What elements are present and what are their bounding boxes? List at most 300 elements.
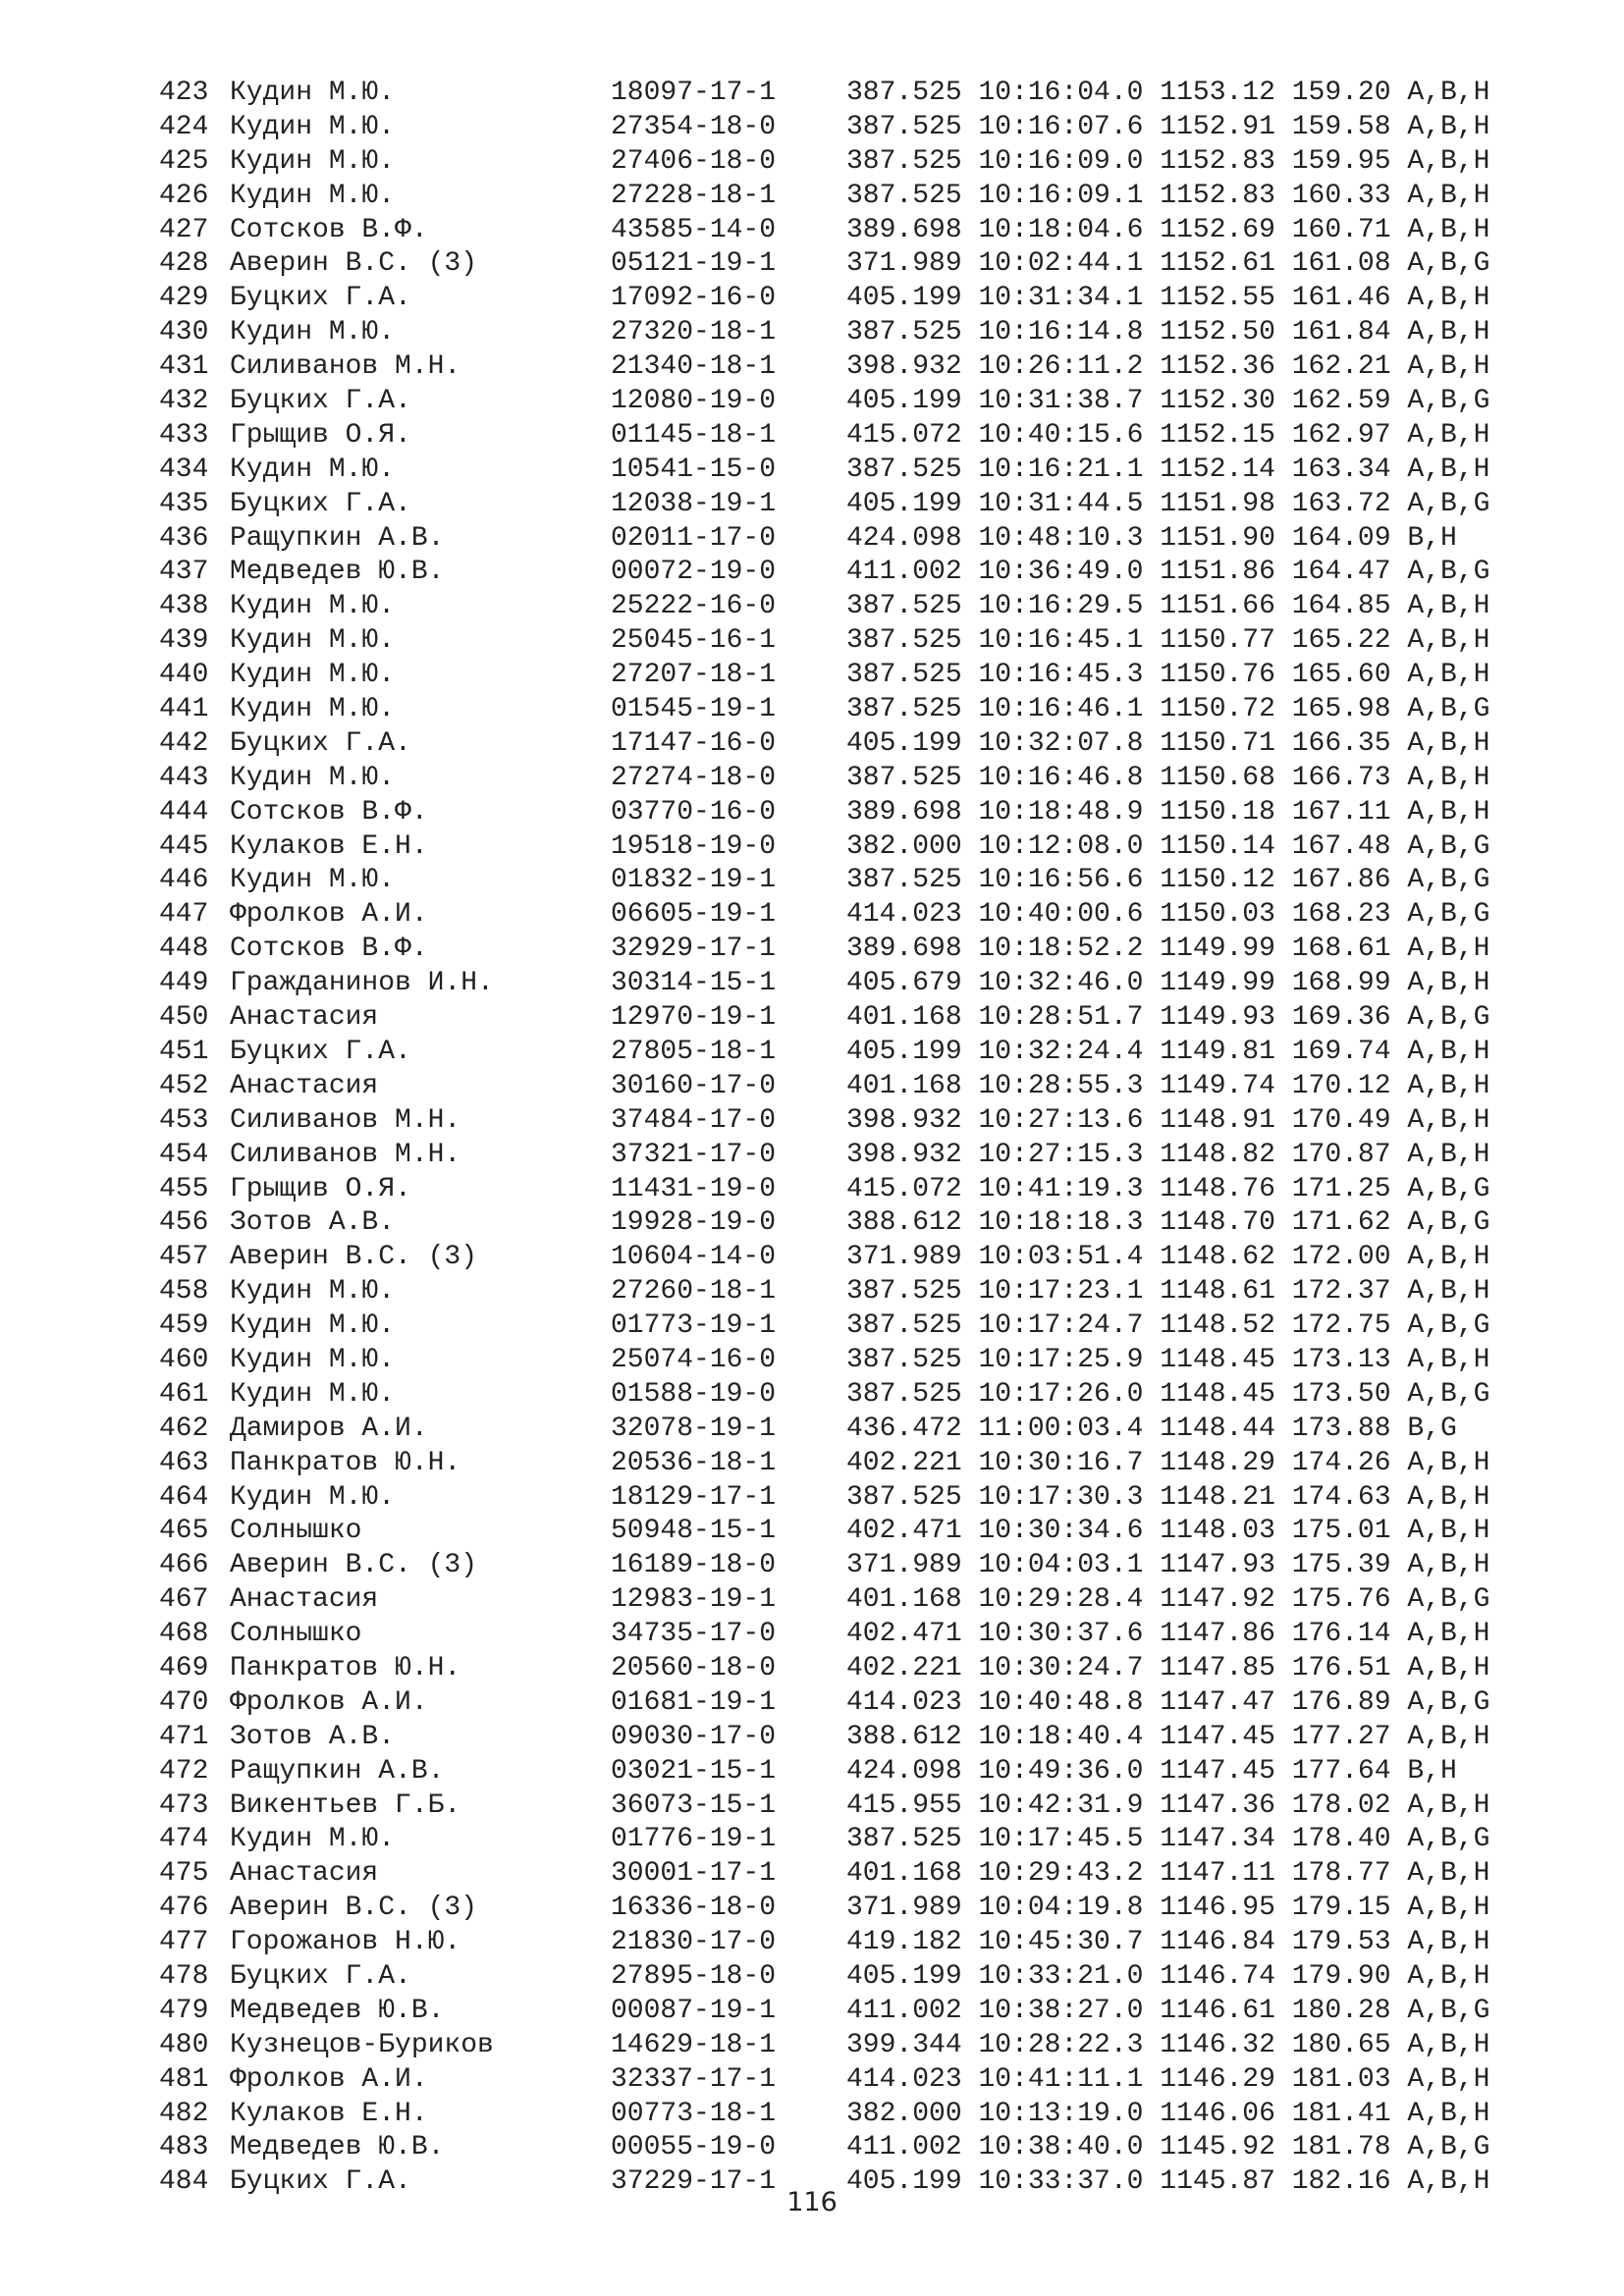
speed: 1150.18 — [1160, 796, 1275, 828]
arrival-time: 11:00:03.4 — [978, 1413, 1144, 1444]
speed: 1146.84 — [1160, 1927, 1275, 1958]
result-values — [846, 1789, 1489, 1824]
distance: 387.525 — [846, 1824, 962, 1855]
table-row — [159, 590, 1489, 624]
groups: A,B,H — [1407, 2063, 1490, 2095]
groups: A,B,G — [1407, 1002, 1490, 1034]
groups: A,B,G — [1407, 1584, 1490, 1616]
ring-id: 10541-15-0 — [611, 454, 777, 485]
speed: 1152.15 — [1160, 419, 1275, 451]
row-number: 469 — [159, 1652, 209, 1683]
ring-id: 25045-16-1 — [611, 625, 777, 657]
participant-name: Кузнецов-Буриков — [230, 2029, 494, 2060]
ring-id: 17147-16-0 — [611, 727, 777, 759]
row-number: 429 — [159, 283, 209, 314]
arrival-time: 10:18:18.3 — [978, 1207, 1144, 1239]
speed: 1151.98 — [1160, 488, 1275, 519]
score: 180.28 — [1291, 1995, 1391, 2026]
groups: A,B,H — [1407, 1481, 1490, 1513]
ring-id: 30160-17-0 — [611, 1070, 777, 1101]
table-row — [159, 933, 1489, 967]
result-values — [846, 590, 1489, 624]
table-row — [159, 1823, 1489, 1857]
groups: A,B,G — [1407, 1995, 1490, 2026]
row-number: 479 — [159, 1995, 209, 2026]
table-row — [159, 1515, 1489, 1549]
arrival-time: 10:31:44.5 — [978, 488, 1144, 519]
distance: 387.525 — [846, 454, 962, 485]
speed: 1150.72 — [1160, 694, 1275, 725]
distance: 387.525 — [846, 145, 962, 177]
ring-id: 00773-18-1 — [611, 2098, 777, 2129]
speed: 1147.34 — [1160, 1824, 1275, 1855]
speed: 1146.29 — [1160, 2063, 1275, 2095]
groups: A,B,H — [1407, 1104, 1490, 1136]
speed: 1148.45 — [1160, 1344, 1275, 1375]
arrival-time: 10:27:13.6 — [978, 1104, 1144, 1136]
table-row — [159, 419, 1489, 454]
arrival-time: 10:33:37.0 — [978, 2166, 1144, 2198]
score: 164.09 — [1291, 522, 1391, 554]
score: 181.41 — [1291, 2098, 1391, 2129]
groups: A,B,H — [1407, 1652, 1490, 1683]
groups: A,B,H — [1407, 78, 1490, 108]
distance: 398.932 — [846, 1139, 962, 1170]
speed: 1149.74 — [1160, 1070, 1275, 1101]
row-number: 435 — [159, 488, 209, 519]
table-row — [159, 1618, 1489, 1652]
arrival-time: 10:28:55.3 — [978, 1070, 1144, 1101]
participant-name: Анастасия — [230, 1858, 379, 1890]
arrival-time: 10:16:56.6 — [978, 865, 1144, 896]
ring-id: 32337-17-1 — [611, 2063, 777, 2095]
score: 167.86 — [1291, 865, 1391, 896]
participant-name: Буцких Г.А. — [230, 386, 411, 417]
score: 175.76 — [1291, 1584, 1391, 1616]
groups: A,B,G — [1407, 2132, 1490, 2163]
ring-id: 01145-18-1 — [611, 419, 777, 451]
ring-id: 16189-18-0 — [611, 1550, 777, 1581]
ring-id: 03021-15-1 — [611, 1755, 777, 1787]
table-row — [159, 1139, 1489, 1173]
speed: 1148.44 — [1160, 1413, 1275, 1444]
groups: B,H — [1407, 522, 1457, 554]
ring-id: 11431-19-0 — [611, 1173, 777, 1204]
score: 175.01 — [1291, 1516, 1391, 1547]
row-number: 472 — [159, 1755, 209, 1787]
ring-id: 30001-17-1 — [611, 1858, 777, 1890]
arrival-time: 10:32:46.0 — [978, 968, 1144, 999]
ring-id: 27354-18-0 — [611, 111, 777, 142]
groups: A,B,H — [1407, 2098, 1490, 2129]
row-number: 481 — [159, 2063, 209, 2095]
speed: 1148.70 — [1160, 1207, 1275, 1239]
table-row — [159, 693, 1489, 727]
score: 176.14 — [1291, 1619, 1391, 1650]
table-row — [159, 1206, 1489, 1241]
table-row — [159, 145, 1489, 180]
distance: 436.472 — [846, 1413, 962, 1444]
speed: 1146.06 — [1160, 2098, 1275, 2129]
speed: 1147.45 — [1160, 1755, 1275, 1787]
arrival-time: 10:32:24.4 — [978, 1036, 1144, 1067]
score: 160.33 — [1291, 180, 1391, 211]
distance: 405.199 — [846, 727, 962, 759]
ring-id: 27805-18-1 — [611, 1036, 777, 1067]
participant-name: Кулаков Е.Н. — [230, 2098, 428, 2129]
arrival-time: 10:16:21.1 — [978, 454, 1144, 485]
score: 162.97 — [1291, 419, 1391, 451]
result-values — [846, 1926, 1489, 1960]
ring-id: 37229-17-1 — [611, 2166, 777, 2198]
speed: 1147.86 — [1160, 1619, 1275, 1650]
row-number: 460 — [159, 1344, 209, 1375]
speed: 1152.55 — [1160, 283, 1275, 314]
arrival-time: 10:17:26.0 — [978, 1378, 1144, 1410]
result-values — [846, 1309, 1489, 1344]
distance: 387.525 — [846, 1276, 962, 1308]
table-row — [159, 454, 1489, 488]
table-row — [159, 830, 1489, 865]
distance: 371.989 — [846, 1893, 962, 1924]
speed: 1145.87 — [1160, 2166, 1275, 2198]
ring-id: 00055-19-0 — [611, 2132, 777, 2163]
groups: A,B,H — [1407, 1960, 1490, 1992]
distance: 387.525 — [846, 1344, 962, 1375]
participant-name: Кудин М.Ю. — [230, 1378, 396, 1410]
result-values — [846, 624, 1489, 659]
result-values — [846, 1344, 1489, 1378]
score: 166.73 — [1291, 762, 1391, 793]
groups: A,B,H — [1407, 625, 1490, 657]
row-number: 444 — [159, 796, 209, 828]
arrival-time: 10:40:00.6 — [978, 899, 1144, 931]
score: 169.74 — [1291, 1036, 1391, 1067]
row-number: 476 — [159, 1893, 209, 1924]
participant-name: Кудин М.Ю. — [230, 660, 396, 691]
arrival-time: 10:31:34.1 — [978, 283, 1144, 314]
arrival-time: 10:17:24.7 — [978, 1310, 1144, 1342]
row-number: 457 — [159, 1242, 209, 1273]
speed: 1150.77 — [1160, 625, 1275, 657]
row-number: 428 — [159, 248, 209, 280]
result-values — [846, 1206, 1489, 1241]
arrival-time: 10:16:07.6 — [978, 111, 1144, 142]
score: 168.23 — [1291, 899, 1391, 931]
arrival-time: 10:04:19.8 — [978, 1893, 1144, 1924]
score: 177.64 — [1291, 1755, 1391, 1787]
distance: 387.525 — [846, 625, 962, 657]
ring-id: 20536-18-1 — [611, 1447, 777, 1478]
result-values — [846, 522, 1457, 557]
distance: 402.471 — [846, 1516, 962, 1547]
row-number: 440 — [159, 660, 209, 691]
participant-name: Кудин М.Ю. — [230, 694, 396, 725]
distance: 411.002 — [846, 557, 962, 588]
distance: 371.989 — [846, 248, 962, 280]
distance: 405.199 — [846, 386, 962, 417]
table-row — [159, 1173, 1489, 1207]
groups: A,B,H — [1407, 660, 1490, 691]
table-row — [159, 2131, 1489, 2165]
result-values — [846, 967, 1489, 1001]
speed: 1150.14 — [1160, 830, 1275, 862]
ring-id: 27207-18-1 — [611, 660, 777, 691]
row-number: 483 — [159, 2132, 209, 2163]
groups: A,B,H — [1407, 145, 1490, 177]
participant-name: Медведев Ю.В. — [230, 557, 445, 588]
arrival-time: 10:04:03.1 — [978, 1550, 1144, 1581]
score: 164.47 — [1291, 557, 1391, 588]
row-number: 437 — [159, 557, 209, 588]
groups: A,B,H — [1407, 762, 1490, 793]
row-number: 480 — [159, 2029, 209, 2060]
result-values — [846, 1618, 1489, 1652]
score: 161.08 — [1291, 248, 1391, 280]
table-row — [159, 1892, 1489, 1926]
result-values — [846, 1413, 1457, 1447]
row-number: 446 — [159, 865, 209, 896]
arrival-time: 10:29:28.4 — [978, 1584, 1144, 1616]
speed: 1152.61 — [1160, 248, 1275, 280]
participant-name: Буцких Г.А. — [230, 1960, 411, 1992]
distance: 387.525 — [846, 111, 962, 142]
distance: 387.525 — [846, 1310, 962, 1342]
result-values — [846, 350, 1489, 385]
ring-id: 00072-19-0 — [611, 557, 777, 588]
participant-name: Кудин М.Ю. — [230, 865, 396, 896]
distance: 414.023 — [846, 899, 962, 931]
arrival-time: 10:13:19.0 — [978, 2098, 1144, 2129]
table-row — [159, 180, 1489, 214]
speed: 1150.68 — [1160, 762, 1275, 793]
distance: 405.199 — [846, 283, 962, 314]
speed: 1148.45 — [1160, 1378, 1275, 1410]
score: 170.12 — [1291, 1070, 1391, 1101]
result-values — [846, 1583, 1489, 1618]
participant-name: Кудин М.Ю. — [230, 762, 396, 793]
row-number: 452 — [159, 1070, 209, 1101]
result-values — [846, 2029, 1489, 2063]
speed: 1151.86 — [1160, 557, 1275, 588]
score: 170.87 — [1291, 1139, 1391, 1170]
table-row — [159, 796, 1489, 830]
result-values — [846, 1378, 1489, 1413]
row-number: 448 — [159, 934, 209, 965]
result-values — [846, 1686, 1489, 1721]
arrival-time: 10:30:24.7 — [978, 1652, 1144, 1683]
row-number: 427 — [159, 214, 209, 245]
score: 167.11 — [1291, 796, 1391, 828]
score: 178.77 — [1291, 1858, 1391, 1890]
row-number: 456 — [159, 1207, 209, 1239]
participant-name: Кудин М.Ю. — [230, 180, 396, 211]
participant-name: Сотсков В.Ф. — [230, 796, 428, 828]
result-values — [846, 2098, 1489, 2132]
table-row — [159, 727, 1489, 762]
arrival-time: 10:41:19.3 — [978, 1173, 1144, 1204]
distance: 387.525 — [846, 762, 962, 793]
groups: A,B,H — [1407, 1927, 1490, 1958]
speed: 1148.29 — [1160, 1447, 1275, 1478]
speed: 1152.30 — [1160, 386, 1275, 417]
arrival-time: 10:29:43.2 — [978, 1858, 1144, 1890]
row-number: 467 — [159, 1584, 209, 1616]
result-values — [846, 454, 1489, 488]
participant-name: Кудин М.Ю. — [230, 317, 396, 348]
speed: 1152.50 — [1160, 317, 1275, 348]
groups: A,B,H — [1407, 1721, 1490, 1752]
result-values — [846, 1857, 1489, 1892]
result-values — [846, 1036, 1489, 1070]
score: 163.34 — [1291, 454, 1391, 485]
distance: 415.955 — [846, 1789, 962, 1821]
ring-id: 09030-17-0 — [611, 1721, 777, 1752]
score: 173.13 — [1291, 1344, 1391, 1375]
score: 172.75 — [1291, 1310, 1391, 1342]
distance: 402.221 — [846, 1652, 962, 1683]
score: 167.48 — [1291, 830, 1391, 862]
groups: A,B,G — [1407, 248, 1490, 280]
score: 165.22 — [1291, 625, 1391, 657]
participant-name: Силиванов М.Н. — [230, 1139, 461, 1170]
groups: A,B,H — [1407, 214, 1490, 245]
score: 182.16 — [1291, 2166, 1391, 2198]
table-row — [159, 247, 1489, 282]
participant-name: Ращупкин А.В. — [230, 522, 445, 554]
arrival-time: 10:03:51.4 — [978, 1242, 1144, 1273]
participant-name: Фролков А.И. — [230, 2063, 428, 2095]
groups: A,B,H — [1407, 727, 1490, 759]
speed: 1148.21 — [1160, 1481, 1275, 1513]
groups: A,B,H — [1407, 796, 1490, 828]
row-number: 458 — [159, 1276, 209, 1308]
table-row — [159, 967, 1489, 1001]
groups: A,B,G — [1407, 694, 1490, 725]
table-row — [159, 1378, 1489, 1413]
ring-id: 16336-18-0 — [611, 1893, 777, 1924]
ring-id: 14629-18-1 — [611, 2029, 777, 2060]
participant-name: Аверин В.С. (3) — [230, 248, 478, 280]
table-row — [159, 2029, 1489, 2063]
distance: 419.182 — [846, 1927, 962, 1958]
ring-id: 19518-19-0 — [611, 830, 777, 862]
ring-id: 03770-16-0 — [611, 796, 777, 828]
groups: B,H — [1407, 1755, 1457, 1787]
groups: A,B,G — [1407, 1310, 1490, 1342]
groups: A,B,G — [1407, 830, 1490, 862]
result-values — [846, 1070, 1489, 1104]
groups: A,B,H — [1407, 180, 1490, 211]
speed: 1146.74 — [1160, 1960, 1275, 1992]
row-number: 470 — [159, 1686, 209, 1718]
score: 169.36 — [1291, 1002, 1391, 1034]
participant-name: Буцких Г.А. — [230, 488, 411, 519]
result-values — [846, 2063, 1489, 2098]
ring-id: 37321-17-0 — [611, 1139, 777, 1170]
score: 160.71 — [1291, 214, 1391, 245]
score: 179.90 — [1291, 1960, 1391, 1992]
table-row — [159, 1275, 1489, 1309]
groups: A,B,H — [1407, 1070, 1490, 1101]
groups: A,B,H — [1407, 591, 1490, 622]
participant-name: Ращупкин А.В. — [230, 1755, 445, 1787]
participant-name: Панкратов Ю.Н. — [230, 1447, 461, 1478]
ring-id: 27228-18-1 — [611, 180, 777, 211]
result-values — [846, 830, 1489, 865]
result-values — [846, 1241, 1489, 1275]
score: 159.95 — [1291, 145, 1391, 177]
distance: 371.989 — [846, 1550, 962, 1581]
result-values — [846, 1447, 1489, 1481]
distance: 387.525 — [846, 591, 962, 622]
participant-name: Гражданинов И.Н. — [230, 968, 494, 999]
participant-name: Кудин М.Ю. — [230, 1310, 396, 1342]
arrival-time: 10:16:29.5 — [978, 591, 1144, 622]
distance: 399.344 — [846, 2029, 962, 2060]
row-number: 484 — [159, 2166, 209, 2198]
row-number: 438 — [159, 591, 209, 622]
ring-id: 37484-17-0 — [611, 1104, 777, 1136]
participant-name: Фролков А.И. — [230, 1686, 428, 1718]
distance: 415.072 — [846, 419, 962, 451]
groups: A,B,G — [1407, 1207, 1490, 1239]
score: 171.25 — [1291, 1173, 1391, 1204]
row-number: 436 — [159, 522, 209, 554]
speed: 1148.76 — [1160, 1173, 1275, 1204]
distance: 424.098 — [846, 522, 962, 554]
ring-id: 01588-19-0 — [611, 1378, 777, 1410]
ring-id: 12983-19-1 — [611, 1584, 777, 1616]
speed: 1147.36 — [1160, 1789, 1275, 1821]
speed: 1145.92 — [1160, 2132, 1275, 2163]
result-values — [846, 762, 1489, 796]
ring-id: 30314-15-1 — [611, 968, 777, 999]
arrival-time: 10:36:49.0 — [978, 557, 1144, 588]
row-number: 465 — [159, 1516, 209, 1547]
speed: 1149.81 — [1160, 1036, 1275, 1067]
participant-name: Кулаков Е.Н. — [230, 830, 428, 862]
result-values — [846, 180, 1489, 214]
distance: 387.525 — [846, 78, 962, 108]
groups: A,B,G — [1407, 386, 1490, 417]
groups: A,B,H — [1407, 1858, 1490, 1890]
arrival-time: 10:27:15.3 — [978, 1139, 1144, 1170]
distance: 388.612 — [846, 1721, 962, 1752]
ring-id: 36073-15-1 — [611, 1789, 777, 1821]
groups: A,B,H — [1407, 1276, 1490, 1308]
distance: 387.525 — [846, 1378, 962, 1410]
ring-id: 17092-16-0 — [611, 283, 777, 314]
arrival-time: 10:18:04.6 — [978, 214, 1144, 245]
ring-id: 06605-19-1 — [611, 899, 777, 931]
result-values — [846, 727, 1489, 762]
participant-name: Панкратов Ю.Н. — [230, 1652, 461, 1683]
ring-id: 19928-19-0 — [611, 1207, 777, 1239]
ring-id: 43585-14-0 — [611, 214, 777, 245]
ring-id: 18129-17-1 — [611, 1481, 777, 1513]
arrival-time: 10:16:09.0 — [978, 145, 1144, 177]
row-number: 461 — [159, 1378, 209, 1410]
speed: 1147.11 — [1160, 1858, 1275, 1890]
participant-name: Кудин М.Ю. — [230, 145, 396, 177]
distance: 387.525 — [846, 1481, 962, 1513]
table-row — [159, 282, 1489, 316]
distance: 405.199 — [846, 2166, 962, 2198]
groups: A,B,H — [1407, 1516, 1490, 1547]
groups: A,B,H — [1407, 1139, 1490, 1170]
table-row — [159, 1755, 1489, 1789]
